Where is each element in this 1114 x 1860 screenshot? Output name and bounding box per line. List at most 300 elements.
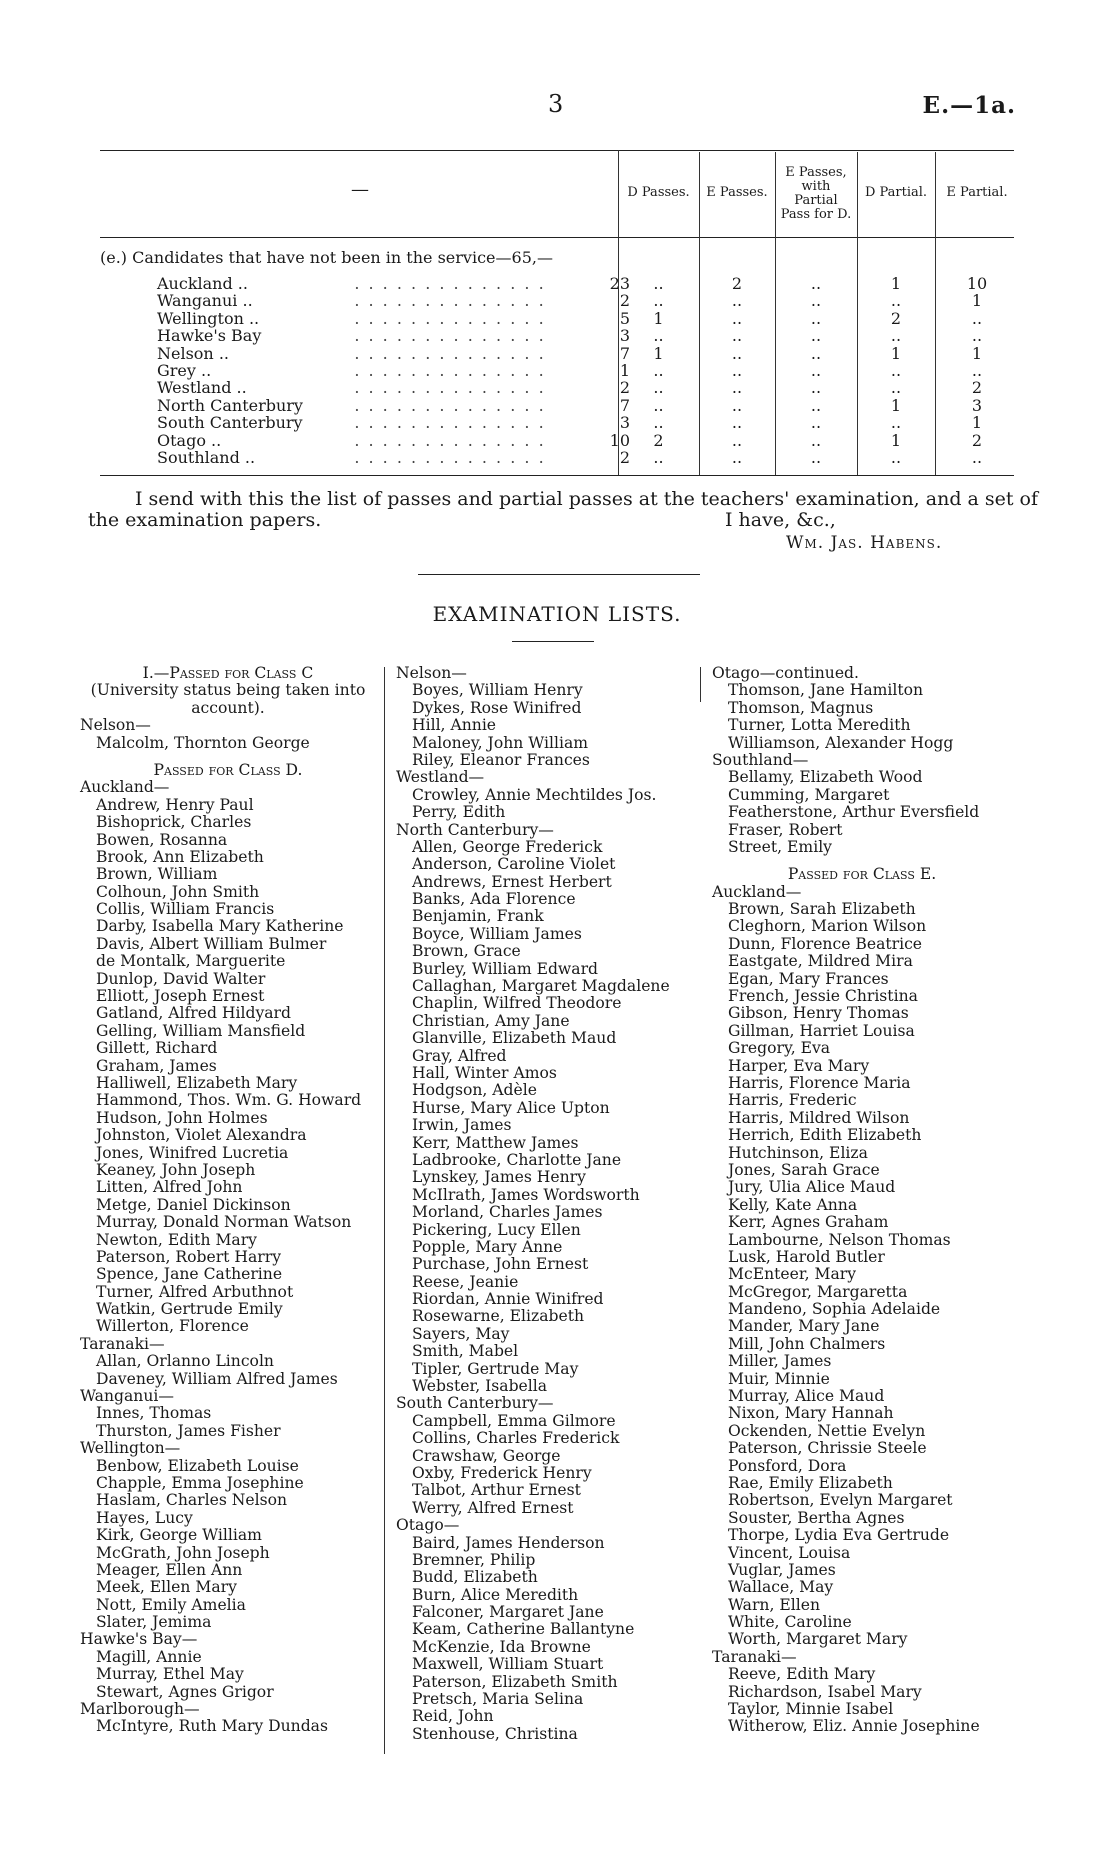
- list-item: Hurse, Mary Alice Upton: [412, 1098, 610, 1117]
- cell-e-partial: 2: [971, 378, 983, 398]
- letter-closing: I have, &c.,: [725, 509, 836, 531]
- column-header-e-passes: E Passes.: [706, 185, 768, 200]
- cell-e-partial: ..: [971, 361, 983, 380]
- list-item: Graham, James: [96, 1056, 217, 1075]
- district-name: Hawke's Bay: [157, 326, 262, 346]
- list-item: Oxby, Frederick Henry: [412, 1463, 592, 1482]
- list-item: Rae, Emily Elizabeth: [728, 1473, 893, 1492]
- list-item: Brown, Sarah Elizabeth: [728, 900, 916, 919]
- list-item: Lambourne, Nelson Thomas: [728, 1230, 951, 1249]
- list-item: Watkin, Gertrude Emily: [96, 1300, 283, 1319]
- list-item: Colhoun, John Smith: [96, 882, 260, 901]
- list-item: Daveney, William Alfred James: [96, 1369, 338, 1388]
- leader-dots: . . . . . . . . . . . . . .: [354, 396, 546, 414]
- letter-line-2: the examination papers.: [88, 509, 322, 531]
- cell-e-partial: 2: [971, 430, 983, 450]
- column-rule: [384, 667, 385, 1754]
- list-item: Keam, Catherine Ballantyne: [412, 1620, 635, 1639]
- cell-d-passes: ..: [653, 361, 664, 380]
- cell-d-partial: ..: [890, 291, 902, 311]
- document-reference: E.—1a.: [922, 92, 1016, 119]
- list-item: Worth, Margaret Mary: [728, 1630, 908, 1649]
- list-item: Lusk, Harold Butler: [728, 1247, 885, 1266]
- list-item: Riley, Eleanor Frances: [412, 750, 590, 769]
- section-title: EXAMINATION LISTS.: [432, 602, 682, 626]
- list-item: Muir, Minnie: [728, 1369, 830, 1388]
- cell-e-with-d: ..: [810, 361, 822, 380]
- cell-e-passes: ..: [731, 361, 743, 380]
- list-item: McIntyre, Ruth Mary Dundas: [96, 1717, 328, 1736]
- cell-e-with-d: ..: [810, 291, 822, 311]
- list-item: Robertson, Evelyn Margaret: [728, 1491, 953, 1510]
- candidate-count: 2: [619, 291, 630, 311]
- list-item: Perry, Edith: [412, 803, 506, 822]
- class-heading: I.—Passed for Class C: [142, 664, 314, 682]
- list-item: Warn, Ellen: [728, 1595, 821, 1614]
- column-header-d-passes: D Passes.: [627, 185, 690, 200]
- list-item: McGregor, Margaretta: [728, 1282, 908, 1301]
- list-item: Pretsch, Maria Selina: [412, 1690, 584, 1709]
- cell-d-partial: 1: [890, 395, 902, 415]
- district-heading: South Canterbury—: [396, 1394, 554, 1413]
- list-item: Maxwell, William Stuart: [412, 1655, 604, 1674]
- list-item: Ponsford, Dora: [728, 1456, 847, 1475]
- candidate-count: 5: [619, 308, 630, 328]
- district-heading: Nelson—: [80, 716, 151, 735]
- leader-dots: . . . . . . . . . . . . . .: [354, 414, 546, 432]
- list-item: Boyce, William James: [412, 924, 582, 943]
- list-item: Allen, George Frederick: [412, 837, 603, 856]
- list-item: Morland, Charles James: [412, 1203, 603, 1222]
- table-row: [100, 449, 1020, 466]
- list-item: Hudson, John Holmes: [96, 1108, 268, 1127]
- list-item: Gray, Alfred: [412, 1046, 507, 1065]
- list-item: Werry, Alfred Ernest: [412, 1498, 574, 1517]
- list-item: McIlrath, James Wordsworth: [412, 1185, 640, 1204]
- list-item: Elliott, Joseph Ernest: [96, 987, 265, 1006]
- district-name: Nelson ..: [157, 343, 229, 363]
- list-note: account).: [191, 698, 265, 717]
- district-heading: Auckland—: [80, 778, 170, 797]
- cell-e-passes: ..: [731, 378, 743, 398]
- list-item: Banks, Ada Florence: [412, 890, 576, 909]
- list-item: Sayers, May: [412, 1324, 510, 1343]
- cell-d-passes: ..: [653, 395, 664, 415]
- cell-d-partial: 1: [890, 430, 902, 450]
- list-item: Paterson, Chrissie Steele: [728, 1439, 927, 1458]
- list-item: Pickering, Lucy Ellen: [412, 1220, 581, 1239]
- candidate-count: 1: [619, 361, 630, 380]
- list-item: de Montalk, Marguerite: [96, 952, 286, 971]
- list-item: Mandeno, Sophia Adelaide: [728, 1300, 941, 1319]
- candidate-count: 3: [619, 413, 630, 433]
- cell-e-partial: 1: [971, 343, 983, 363]
- list-item: Burn, Alice Meredith: [412, 1585, 579, 1604]
- cell-d-passes: ..: [653, 274, 664, 293]
- list-item: Falconer, Margaret Jane: [412, 1603, 604, 1622]
- table-row: [100, 362, 1020, 379]
- list-item: French, Jessie Christina: [728, 987, 918, 1006]
- list-item: Innes, Thomas: [96, 1404, 212, 1423]
- list-item: Hammond, Thos. Wm. G. Howard: [96, 1091, 362, 1110]
- separator-rule: [418, 574, 700, 575]
- list-item: Litten, Alfred John: [96, 1178, 243, 1197]
- list-item: Riordan, Annie Winifred: [412, 1290, 604, 1309]
- list-item: Burley, William Edward: [412, 959, 599, 978]
- list-item: Popple, Mary Anne: [412, 1237, 563, 1256]
- list-item: Ockenden, Nettie Evelyn: [728, 1421, 926, 1440]
- table-row: [100, 414, 1020, 431]
- list-item: Bremner, Philip: [412, 1550, 536, 1569]
- cell-d-partial: ..: [890, 448, 902, 467]
- cell-e-passes: ..: [731, 308, 743, 328]
- column-header-e-passes-partial-d: E Passes, with Partial Pass for D.: [780, 165, 852, 222]
- leader-dots: . . . . . . . . . . . . . .: [354, 379, 546, 397]
- list-item: Haslam, Charles Nelson: [96, 1491, 288, 1510]
- list-note: (University status being taken into: [90, 681, 366, 700]
- list-item: Paterson, Elizabeth Smith: [412, 1672, 618, 1691]
- list-item: Thomson, Magnus: [728, 698, 874, 717]
- district-heading: Westland—: [396, 768, 485, 787]
- list-item: Meek, Ellen Mary: [96, 1578, 237, 1597]
- list-item: Vincent, Louisa: [728, 1543, 851, 1562]
- cell-e-passes: ..: [731, 448, 743, 467]
- list-item: Gillett, Richard: [96, 1039, 218, 1058]
- leader-dots: . . . . . . . . . . . . . .: [354, 449, 546, 466]
- table-row: [100, 292, 1020, 309]
- district-name: Westland ..: [157, 378, 247, 398]
- list-item: Brook, Ann Elizabeth: [96, 847, 264, 866]
- list-item: Souster, Bertha Agnes: [728, 1508, 905, 1527]
- list-item: Featherstone, Arthur Eversfield: [728, 803, 980, 822]
- district-name: South Canterbury: [157, 413, 303, 433]
- candidate-count: 23: [609, 274, 630, 293]
- list-item: Darby, Isabella Mary Katherine: [96, 917, 344, 936]
- list-item: Paterson, Robert Harry: [96, 1247, 282, 1266]
- cell-e-partial: 3: [971, 395, 983, 415]
- list-item: Hodgson, Adèle: [412, 1081, 537, 1100]
- cell-e-with-d: ..: [810, 430, 822, 450]
- list-item: Collins, Charles Frederick: [412, 1429, 620, 1448]
- list-item: Kirk, George William: [96, 1526, 262, 1545]
- cell-e-with-d: ..: [810, 413, 822, 433]
- list-item: Gregory, Eva: [728, 1039, 831, 1058]
- district-heading: Otago—: [396, 1516, 460, 1535]
- leader-dots: . . . . . . . . . . . . . .: [354, 275, 546, 292]
- cell-e-partial: ..: [971, 326, 983, 346]
- district-heading: Auckland—: [712, 882, 802, 901]
- list-item: Bellamy, Elizabeth Wood: [728, 768, 923, 787]
- district-name: Southland ..: [157, 448, 256, 467]
- list-item: Lynskey, James Henry: [412, 1168, 586, 1187]
- district-heading: Wellington—: [80, 1439, 181, 1458]
- list-item: Purchase, John Ernest: [412, 1255, 589, 1274]
- cell-d-partial: 2: [890, 308, 902, 328]
- title-underline: [512, 641, 594, 642]
- list-item: Wallace, May: [728, 1578, 834, 1597]
- list-item: Taylor, Minnie Isabel: [728, 1700, 894, 1719]
- list-item: Mander, Mary Jane: [728, 1317, 880, 1336]
- list-item: Boyes, William Henry: [412, 681, 583, 700]
- table-section-label: (e.) Candidates that have not been in the service—65,—: [100, 248, 553, 267]
- list-item: Nixon, Mary Hannah: [728, 1404, 894, 1423]
- cell-e-partial: 1: [971, 291, 983, 311]
- table-header-rule: [100, 237, 1014, 238]
- leader-dots: . . . . . . . . . . . . . .: [354, 327, 546, 345]
- list-item: Murray, Alice Maud: [728, 1387, 885, 1406]
- names-column-3: [712, 665, 1012, 1736]
- stub-header: —: [351, 179, 369, 200]
- list-item: McGrath, John Joseph: [96, 1543, 270, 1562]
- list-item: Jury, Ulia Alice Maud: [728, 1178, 896, 1197]
- cell-d-partial: 1: [890, 274, 902, 293]
- list-item: Rosewarne, Elizabeth: [412, 1307, 585, 1326]
- cell-e-with-d: ..: [810, 274, 822, 293]
- cell-d-partial: 1: [890, 343, 902, 363]
- letter-line-1: I send with this the list of passes and partial passes at the teachers' examination, and a set of: [135, 488, 1039, 510]
- district-name: North Canterbury: [157, 395, 303, 415]
- cell-e-with-d: ..: [810, 308, 822, 328]
- district-heading: Hawke's Bay—: [80, 1630, 198, 1649]
- candidate-count: 2: [619, 378, 630, 398]
- list-item: Bowen, Rosanna: [96, 830, 228, 849]
- list-item: Harper, Eva Mary: [728, 1056, 870, 1075]
- list-item: Harris, Florence Maria: [728, 1073, 911, 1092]
- list-item: Kelly, Kate Anna: [728, 1195, 858, 1214]
- cell-e-with-d: ..: [810, 343, 822, 363]
- list-item: Dykes, Rose Winifred: [412, 698, 582, 717]
- table-row: [100, 327, 1020, 344]
- leader-dots: . . . . . . . . . . . . . .: [354, 362, 546, 379]
- list-item: Magill, Annie: [96, 1647, 202, 1666]
- column-rule: [700, 667, 701, 702]
- list-item: Reid, John: [412, 1707, 494, 1726]
- district-heading: Marlborough—: [80, 1700, 200, 1719]
- cell-d-passes: 1: [653, 343, 664, 363]
- class-heading: Passed for Class D.: [153, 760, 303, 779]
- table-row: [100, 397, 1020, 414]
- list-item: Ladbrooke, Charlotte Jane: [412, 1150, 622, 1169]
- list-item: Murray, Ethel May: [96, 1665, 244, 1684]
- list-item: Collis, William Francis: [96, 900, 275, 919]
- district-heading: Taranaki—: [712, 1647, 797, 1666]
- list-item: Egan, Mary Frances: [728, 969, 889, 988]
- list-item: Gatland, Alfred Hildyard: [96, 1004, 291, 1023]
- list-item: Williamson, Alexander Hogg: [728, 733, 954, 752]
- list-item: Fraser, Robert: [728, 820, 843, 839]
- names-column-2: [396, 665, 692, 1743]
- list-item: Chaplin, Wilfred Theodore: [412, 994, 622, 1013]
- list-item: McEnteer, Mary: [728, 1265, 857, 1284]
- candidate-count: 3: [619, 326, 630, 346]
- list-item: Harris, Frederic: [728, 1091, 857, 1110]
- list-item: Irwin, James: [412, 1116, 512, 1135]
- list-item: Newton, Edith Mary: [96, 1230, 257, 1249]
- list-item: Kerr, Agnes Graham: [728, 1213, 889, 1232]
- list-item: Andrew, Henry Paul: [96, 795, 254, 814]
- list-item: Dunlop, David Walter: [96, 969, 266, 988]
- list-item: Halliwell, Elizabeth Mary: [96, 1073, 298, 1092]
- list-item: Hall, Winter Amos: [412, 1063, 557, 1082]
- cell-d-passes: ..: [653, 448, 664, 467]
- table-row: [100, 432, 1020, 449]
- list-item: Slater, Jemima: [96, 1613, 212, 1632]
- table-row: [100, 345, 1020, 362]
- list-item: Turner, Alfred Arbuthnot: [96, 1282, 294, 1301]
- district-name: Otago ..: [157, 430, 222, 450]
- list-item: Talbot, Arthur Ernest: [412, 1481, 581, 1500]
- table-row: [100, 275, 1020, 292]
- list-item: Harris, Mildred Wilson: [728, 1108, 910, 1127]
- column-header-d-partial: D Partial.: [864, 185, 928, 200]
- list-item: Hayes, Lucy: [96, 1508, 193, 1527]
- list-item: Tipler, Gertrude May: [412, 1359, 579, 1378]
- list-item: Malcolm, Thornton George: [96, 733, 310, 752]
- cell-e-passes: ..: [731, 343, 743, 363]
- list-item: Mill, John Chalmers: [728, 1334, 886, 1353]
- list-item: Kerr, Matthew James: [412, 1133, 579, 1152]
- list-item: Gillman, Harriet Louisa: [728, 1021, 915, 1040]
- list-item: Eastgate, Mildred Mira: [728, 952, 913, 971]
- cell-e-partial: ..: [971, 308, 983, 328]
- list-item: Turner, Lotta Meredith: [728, 716, 911, 735]
- district-name: Grey ..: [157, 361, 212, 380]
- list-item: Glanville, Elizabeth Maud: [412, 1029, 617, 1048]
- district-name: Wanganui ..: [157, 291, 253, 311]
- cell-d-passes: ..: [653, 326, 664, 346]
- leader-dots: . . . . . . . . . . . . . .: [354, 292, 546, 310]
- list-item: Benbow, Elizabeth Louise: [96, 1456, 299, 1475]
- list-item: Gibson, Henry Thomas: [728, 1004, 909, 1023]
- list-item: Smith, Mabel: [412, 1342, 519, 1361]
- district-heading: Southland—: [712, 750, 809, 769]
- list-item: Stewart, Agnes Grigor: [96, 1682, 274, 1701]
- list-item: Jones, Winifred Lucretia: [96, 1143, 289, 1162]
- leader-dots: . . . . . . . . . . . . . .: [354, 344, 546, 362]
- district-heading: North Canterbury—: [396, 820, 554, 839]
- list-item: Thorpe, Lydia Eva Gertrude: [728, 1526, 950, 1545]
- list-item: Hill, Annie: [412, 716, 497, 735]
- list-item: Anderson, Caroline Violet: [412, 855, 616, 874]
- list-item: Reeve, Edith Mary: [728, 1665, 876, 1684]
- list-item: Vuglar, James: [728, 1560, 836, 1579]
- candidate-count: 7: [619, 343, 630, 363]
- cell-d-passes: ..: [653, 291, 664, 311]
- table-bottom-rule: [100, 475, 1014, 476]
- cell-d-passes: 2: [653, 430, 664, 450]
- leader-dots: . . . . . . . . . . . . . .: [354, 309, 546, 327]
- district-name: Wellington ..: [157, 308, 260, 328]
- cell-e-passes: 2: [731, 274, 743, 293]
- cell-e-partial: ..: [971, 448, 983, 467]
- cell-d-partial: ..: [890, 361, 902, 380]
- cell-d-partial: ..: [890, 413, 902, 433]
- class-heading: Passed for Class E.: [787, 865, 937, 884]
- list-item: Budd, Elizabeth: [412, 1568, 538, 1587]
- cell-e-passes: ..: [731, 326, 743, 346]
- list-item: Gelling, William Mansfield: [96, 1021, 306, 1040]
- list-item: Campbell, Emma Gilmore: [412, 1411, 616, 1430]
- list-item: Baird, James Henderson: [412, 1533, 605, 1552]
- list-item: Thomson, Jane Hamilton: [728, 681, 924, 700]
- cell-e-partial: 1: [971, 413, 983, 433]
- cell-e-passes: ..: [731, 430, 743, 450]
- candidate-count: 7: [619, 395, 630, 415]
- list-item: Davis, Albert William Bulmer: [96, 934, 327, 953]
- candidate-count: 10: [609, 430, 630, 450]
- list-item: Willerton, Florence: [96, 1317, 249, 1336]
- list-item: McKenzie, Ida Browne: [412, 1637, 591, 1656]
- list-item: Herrich, Edith Elizabeth: [728, 1126, 922, 1145]
- list-item: Keaney, John Joseph: [96, 1160, 256, 1179]
- names-column-1: [80, 665, 376, 1736]
- list-item: Christian, Amy Jane: [412, 1011, 570, 1030]
- district-name: Auckland ..: [157, 274, 248, 293]
- cell-e-with-d: ..: [810, 395, 822, 415]
- page-number: 3: [548, 90, 564, 118]
- list-item: Miller, James: [728, 1352, 832, 1371]
- column-header-e-partial: E Partial.: [946, 185, 1008, 200]
- list-item: White, Caroline: [728, 1613, 852, 1632]
- list-item: Andrews, Ernest Herbert: [412, 872, 612, 891]
- list-item: Crowley, Annie Mechtildes Jos.: [412, 785, 657, 804]
- cell-e-with-d: ..: [810, 378, 822, 398]
- list-item: Hutchinson, Eliza: [728, 1143, 868, 1162]
- list-item: Bishoprick, Charles: [96, 813, 252, 832]
- list-item: Brown, Grace: [412, 942, 521, 961]
- list-item: Stenhouse, Christina: [412, 1724, 578, 1743]
- list-item: Benjamin, Frank: [412, 907, 544, 926]
- list-item: Street, Emily: [728, 837, 832, 856]
- list-item: Meager, Ellen Ann: [96, 1560, 243, 1579]
- list-item: Callaghan, Margaret Magdalene: [412, 977, 670, 996]
- cell-e-passes: ..: [731, 291, 743, 311]
- district-heading: Wanganui—: [80, 1387, 174, 1406]
- table-row: [100, 310, 1020, 327]
- list-item: Maloney, John William: [412, 733, 589, 752]
- list-item: Brown, William: [96, 865, 218, 884]
- list-item: Jones, Sarah Grace: [728, 1160, 880, 1179]
- table-row: [100, 379, 1020, 396]
- list-item: Cleghorn, Marion Wilson: [728, 917, 927, 936]
- list-item: Murray, Donald Norman Watson: [96, 1213, 352, 1232]
- cell-d-passes: ..: [653, 378, 664, 398]
- list-item: Dunn, Florence Beatrice: [728, 934, 923, 953]
- list-item: Nott, Emily Amelia: [96, 1595, 246, 1614]
- signature: Wm. Jas. Habens.: [786, 533, 943, 553]
- table-top-rule: [100, 150, 1014, 151]
- district-heading: Otago—continued.: [712, 664, 859, 682]
- cell-e-passes: ..: [731, 413, 743, 433]
- list-item: Johnston, Violet Alexandra: [96, 1126, 307, 1145]
- cell-d-passes: 1: [653, 308, 664, 328]
- cell-e-passes: ..: [731, 395, 743, 415]
- cell-d-partial: ..: [890, 326, 902, 346]
- cell-d-passes: ..: [653, 413, 664, 433]
- list-item: Cumming, Margaret: [728, 785, 890, 804]
- list-item: Crawshaw, George: [412, 1446, 561, 1465]
- cell-e-with-d: ..: [810, 326, 822, 346]
- district-heading: Taranaki—: [80, 1334, 165, 1353]
- list-item: Witherow, Eliz. Annie Josephine: [728, 1717, 980, 1736]
- list-item: Reese, Jeanie: [412, 1272, 519, 1291]
- list-item: Webster, Isabella: [412, 1377, 548, 1396]
- district-heading: Nelson—: [396, 664, 467, 682]
- leader-dots: . . . . . . . . . . . . . .: [354, 431, 546, 449]
- cell-d-partial: ..: [890, 378, 902, 398]
- cell-e-partial: 10: [966, 274, 988, 293]
- candidate-count: 2: [619, 448, 630, 467]
